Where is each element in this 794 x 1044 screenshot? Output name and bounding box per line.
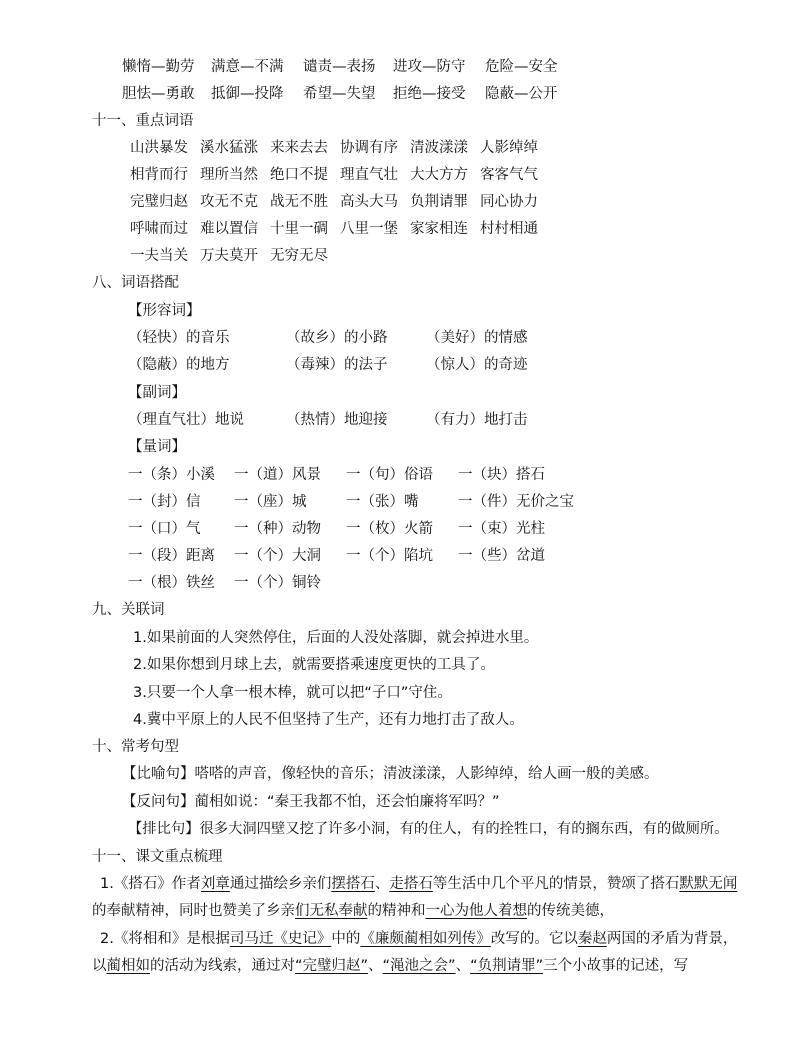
collocation: （热情）地迎接 <box>286 412 388 428</box>
idiom: 人影绰绰 <box>480 140 538 156</box>
idiom: 呼啸而过 <box>130 221 188 237</box>
text-run: 2.《将相和》是根据 <box>100 931 230 947</box>
summary-paragraph-2-line-1 <box>100 929 737 949</box>
idiom: 十里一碉 <box>270 221 328 237</box>
measure-word: 一（枚）火箭 <box>346 521 433 537</box>
underlined-text: 们无私奉献 <box>295 903 368 919</box>
text-run: 的活动为线索，通过对 <box>150 958 295 974</box>
underlined-text: 默默无闻 <box>679 876 738 892</box>
text-run: 三个小故事的记述，写 <box>543 958 689 974</box>
measure-word: 一（段）距离 <box>128 548 215 564</box>
idiom: 协调有序 <box>340 140 398 156</box>
underlined-text: “完璧归赵” <box>295 958 369 974</box>
text-run: 改写的。它以 <box>490 931 578 947</box>
idiom: 高头大马 <box>340 194 398 210</box>
underlined-text: 司马迁《史记》 <box>229 931 332 947</box>
text-run: 、 <box>368 958 383 974</box>
measure-word: 一（座）城 <box>234 494 307 510</box>
antonym-pair: 隐蔽—公开 <box>485 86 558 102</box>
measure-word: 一（张）嘴 <box>346 494 419 510</box>
underlined-text: 《廉颇蔺相如列传》 <box>360 931 491 947</box>
sentence-example: 【反问句】蔺相如说：“秦王我都不怕，还会怕廉将军吗？” <box>122 794 500 810</box>
antonym-pair: 满意—不满 <box>211 59 284 75</box>
underlined-text: 刘章 <box>200 876 230 892</box>
measure-word: 一（条）小溪 <box>128 467 215 483</box>
antonym-pair: 谴责—表扬 <box>303 59 376 75</box>
section-title: 十一、重点词语 <box>92 113 194 129</box>
conjunction-example: 3.只要一个人拿一根木棒，就可以把“子口”守住。 <box>133 685 452 701</box>
idiom: 绝口不提 <box>270 167 328 183</box>
text-run: 两国的矛盾为背景， <box>606 931 738 947</box>
measure-word: 一（句）俗语 <box>346 467 433 483</box>
antonym-pair: 拒绝—接受 <box>393 86 466 102</box>
idiom: 战无不胜 <box>270 194 328 210</box>
idiom: 攻无不克 <box>200 194 258 210</box>
measure-word: 一（些）岔道 <box>458 548 545 564</box>
antonym-pair: 希望—失望 <box>303 86 376 102</box>
collocation: （美好）的情感 <box>426 330 528 346</box>
collocation: （惊人）的奇迹 <box>426 357 528 373</box>
measure-word: 一（种）动物 <box>234 521 321 537</box>
measure-word: 一（道）风景 <box>234 467 321 483</box>
text-run: 等生活中几个平凡的情景，赞颂了搭石 <box>432 876 680 892</box>
underlined-text: 走搭石 <box>389 876 433 892</box>
text-run: 以 <box>92 958 107 974</box>
idiom: 溪水猛涨 <box>200 140 258 156</box>
antonym-pair: 胆怯—勇敢 <box>122 86 195 102</box>
sentence-example: 【排比句】很多大洞四壁又挖了许多小洞，有的住人，有的拴牲口，有的搁东西，有的做厕所。 <box>128 821 729 837</box>
collocation: （轻快）的音乐 <box>128 330 230 346</box>
idiom: 理所当然 <box>200 167 258 183</box>
measure-word: 一（封）信 <box>128 494 201 510</box>
measure-word: 一（束）光柱 <box>458 521 545 537</box>
conjunction-example: 2.如果你想到月球上去，就需要搭乘速度更快的工具了。 <box>133 657 495 673</box>
collocation: （有力）地打击 <box>426 412 528 428</box>
idiom: 村村相通 <box>480 221 538 237</box>
conjunction-example: 4.冀中平原上的人民不但坚持了生产，还有力地打击了敌人。 <box>133 712 524 728</box>
text-run: 的奉献精神，同时也赞美了乡亲 <box>92 903 295 919</box>
section-title: 十一、课文重点梳理 <box>92 849 223 865</box>
idiom: 完璧归赵 <box>130 194 188 210</box>
summary-paragraph-1-line-1 <box>100 874 737 894</box>
underlined-text: “负荆请罪” <box>470 958 544 974</box>
collocation: （隐蔽）的地方 <box>128 357 230 373</box>
category-label: 【量词】 <box>128 439 186 455</box>
antonym-pair: 懒惰—勤劳 <box>122 59 195 75</box>
antonym-pair: 进攻—防守 <box>393 59 466 75</box>
underlined-text: 摆搭石 <box>331 876 375 892</box>
text-run: 、 <box>374 876 390 892</box>
sentence-example: 【比喻句】嗒嗒的声音，像轻快的音乐；清波漾漾，人影绰绰，给人画一般的美感。 <box>122 766 659 782</box>
text-run: 的传统美德， <box>527 903 614 919</box>
text-run: 的精神和 <box>367 903 426 919</box>
idiom: 无穷无尽 <box>270 248 328 264</box>
conjunction-example: 1.如果前面的人突然停住，后面的人没处落脚，就会掉进水里。 <box>133 630 539 646</box>
measure-word: 一（口）气 <box>128 521 201 537</box>
text-run: 、 <box>455 958 471 974</box>
category-label: 【形容词】 <box>128 303 201 319</box>
category-label: 【副词】 <box>128 385 186 401</box>
underlined-text: 秦赵 <box>577 931 607 947</box>
idiom: 来来去去 <box>270 140 328 156</box>
underlined-text: 蔺相如 <box>106 958 150 974</box>
antonym-pair: 危险—安全 <box>485 59 558 75</box>
collocation: （理直气壮）地说 <box>128 412 244 428</box>
idiom: 相背而行 <box>130 167 188 183</box>
measure-word: 一（个）大洞 <box>234 548 321 564</box>
section-title: 十、常考句型 <box>92 739 179 755</box>
measure-word: 一（件）无价之宝 <box>458 494 574 510</box>
text-run: 中的 <box>331 931 361 947</box>
section-title: 九、关联词 <box>92 602 165 618</box>
antonym-pair: 抵御—投降 <box>211 86 284 102</box>
idiom: 客客气气 <box>480 167 538 183</box>
text-run: 1.《搭石》作者 <box>100 876 201 892</box>
measure-word: 一（个）陷坑 <box>346 548 433 564</box>
text-run: 通过描绘乡亲们 <box>229 876 332 892</box>
collocation: （毒辣）的法子 <box>286 357 388 373</box>
idiom: 难以置信 <box>200 221 258 237</box>
underlined-text: “渑池之会” <box>382 958 456 974</box>
collocation: （故乡）的小路 <box>286 330 388 346</box>
measure-word: 一（根）铁丝 <box>128 575 215 591</box>
measure-word: 一（块）搭石 <box>458 467 545 483</box>
underlined-text: 一心为他人着想 <box>425 903 527 919</box>
section-title: 八、词语搭配 <box>92 275 179 291</box>
idiom: 负荆请罪 <box>410 194 468 210</box>
idiom: 一夫当关 <box>130 248 188 264</box>
idiom: 家家相连 <box>410 221 468 237</box>
idiom: 理直气壮 <box>340 167 398 183</box>
measure-word: 一（个）铜铃 <box>234 575 321 591</box>
idiom: 同心协力 <box>480 194 538 210</box>
summary-paragraph-1-line-2 <box>92 901 614 921</box>
idiom: 万夫莫开 <box>200 248 258 264</box>
idiom: 清波漾漾 <box>410 140 468 156</box>
idiom: 山洪暴发 <box>130 140 188 156</box>
idiom: 八里一堡 <box>340 221 398 237</box>
summary-paragraph-2-line-2 <box>92 956 688 976</box>
idiom: 大大方方 <box>410 167 468 183</box>
